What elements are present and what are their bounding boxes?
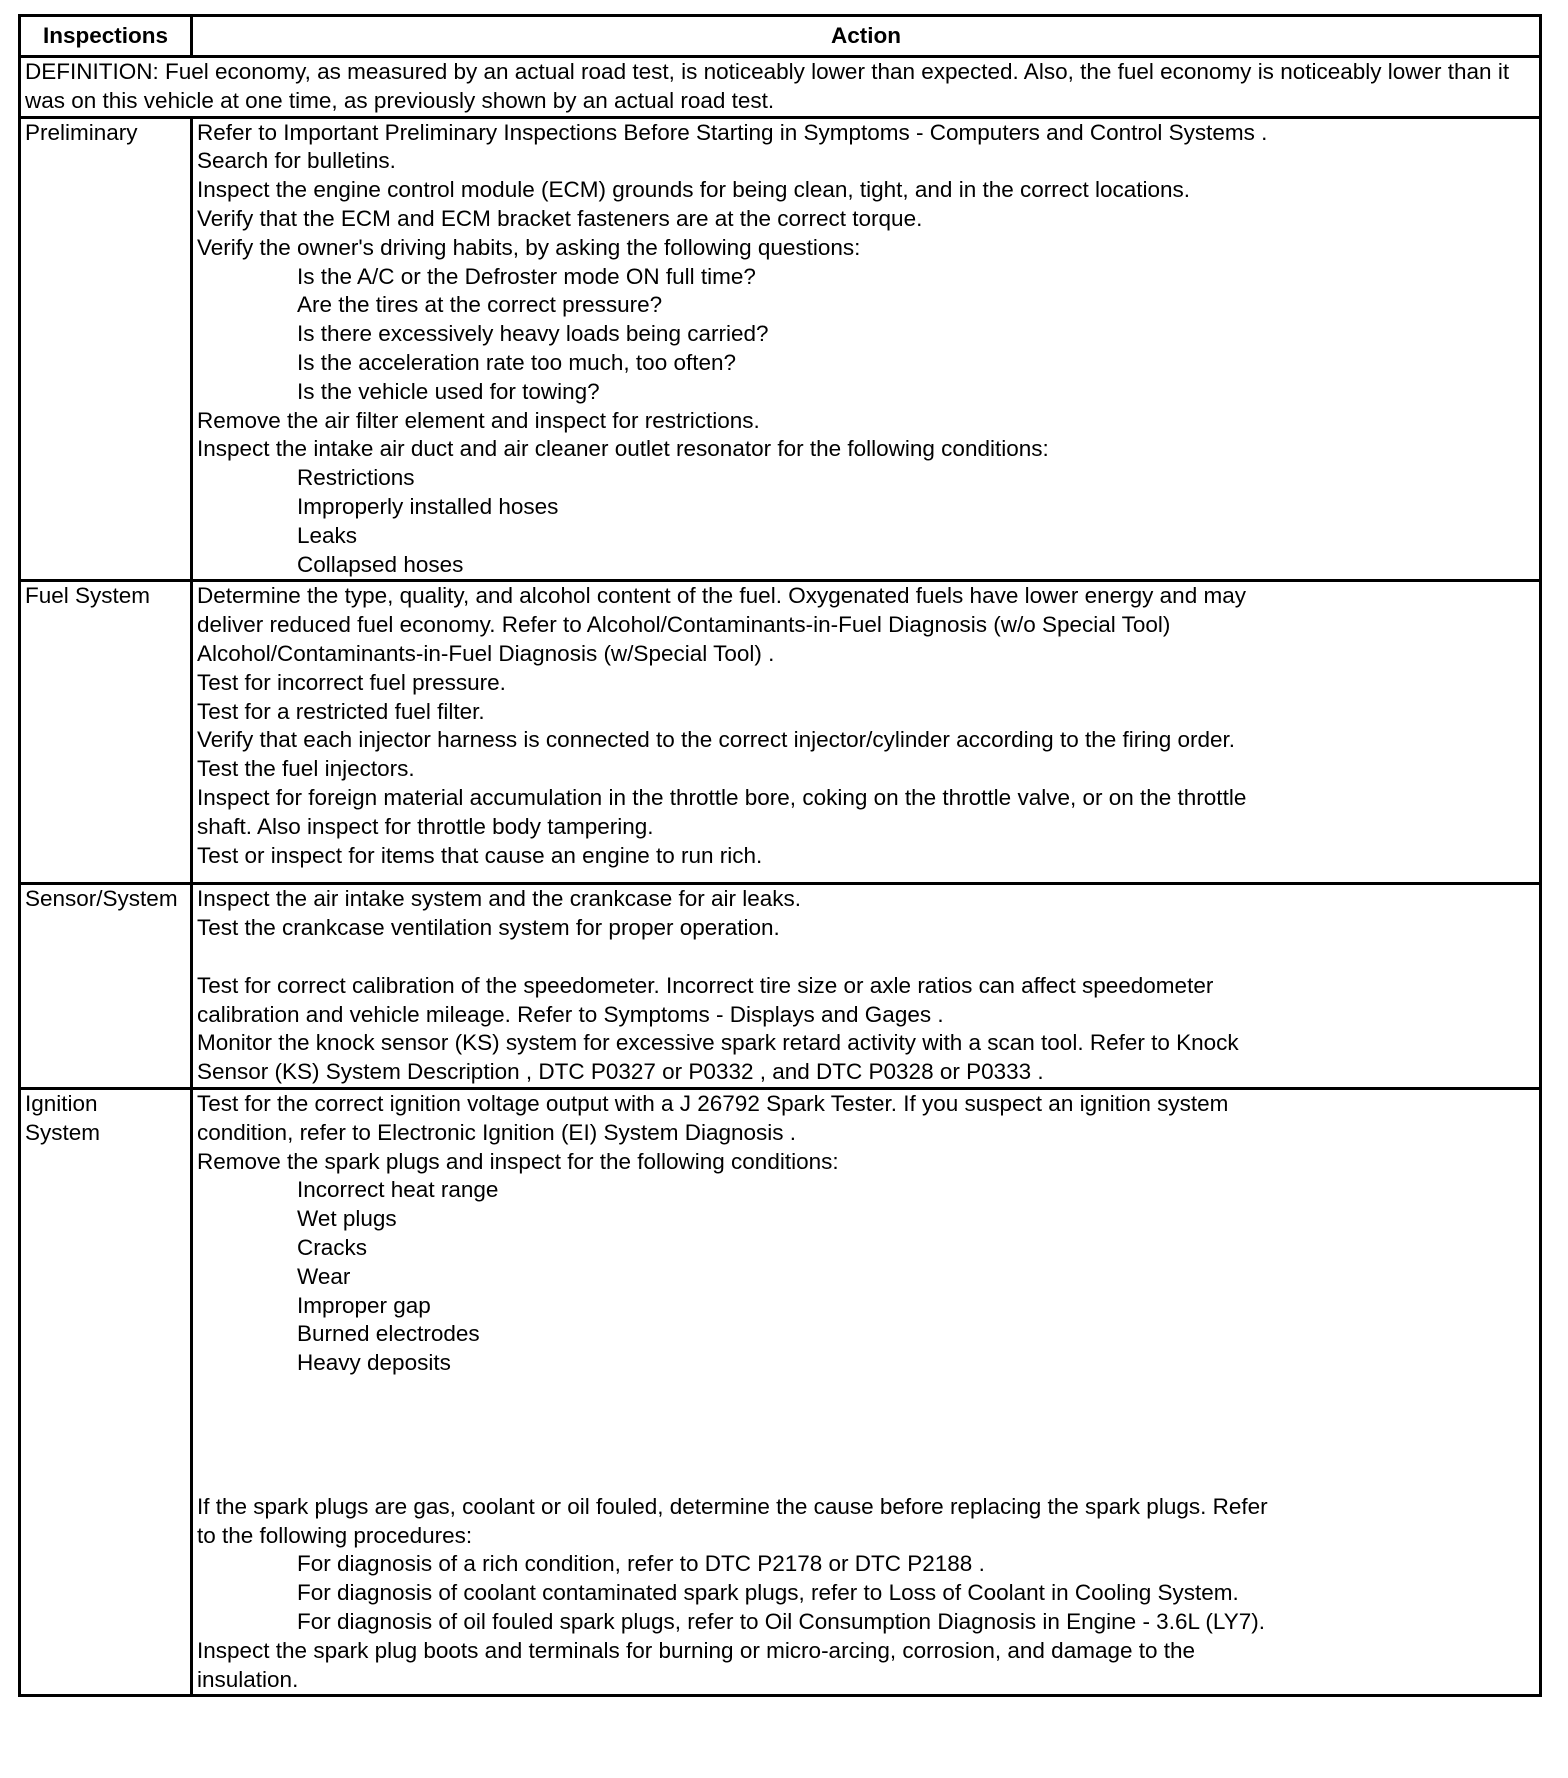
sub-item: For diagnosis of oil fouled spark plugs, refer to Oil Consumption Diagnosis in Engine - 3.6L (LY7).	[297, 1609, 1265, 1635]
action-line: Search for bulletins.	[197, 148, 396, 174]
table-row-fuel-system	[20, 581, 1541, 884]
sub-item: Burned electrodes	[297, 1321, 480, 1347]
action-line: Test the fuel injectors.	[197, 756, 415, 782]
blank-line	[197, 943, 1535, 972]
sub-item: Cracks	[297, 1234, 368, 1260]
row-label-line: System	[25, 1119, 101, 1145]
sub-item: For diagnosis of a rich condition, refer to DTC P2178 or DTC P2188 .	[297, 1551, 985, 1577]
action-line: Inspect the air intake system and the crankcase for air leaks.	[197, 886, 802, 912]
sub-item: Is the acceleration rate too much, too often?	[297, 349, 737, 375]
sub-item: Are the tires at the correct pressure?	[297, 292, 663, 318]
definition-row	[20, 57, 1541, 118]
action-cell-preliminary	[192, 117, 1541, 581]
fuel-economy-diagnosis-table	[18, 14, 1542, 1697]
definition-text: DEFINITION: Fuel economy, as measured by an actual road test, is noticeably lower than expected. Also, the fuel economy is noticeably lower than it was on this vehicle at one time, as previously shown by an actual road test.	[20, 57, 1541, 118]
action-line: Refer to Important Preliminary Inspections Before Starting in Symptoms - Computers and Control Systems .	[197, 119, 1268, 145]
header-action: Action	[192, 16, 1541, 57]
action-line: Determine the type, quality, and alcohol content of the fuel. Oxygenated fuels have lower energy and may	[197, 583, 1246, 609]
table-row-preliminary	[20, 117, 1541, 581]
sub-item: Is the vehicle used for towing?	[297, 378, 600, 404]
action-line: Sensor (KS) System Description , DTC P0327 or P0332 , and DTC P0328 or P0333 .	[197, 1059, 1044, 1085]
action-line: Monitor the knock sensor (KS) system for excessive spark retard activity with a scan tool. Refer to Knock	[197, 1030, 1239, 1056]
sub-item: Is the A/C or the Defroster mode ON full time?	[297, 263, 756, 289]
row-label-fuel-system: Fuel System	[20, 581, 192, 884]
action-line: to the following procedures:	[197, 1522, 473, 1548]
action-line: Test the crankcase ventilation system for proper operation.	[197, 915, 780, 941]
row-label-line: Ignition	[25, 1090, 98, 1116]
action-line: Remove the air filter element and inspect for restrictions.	[197, 407, 760, 433]
action-line: Test or inspect for items that cause an engine to run rich.	[197, 842, 763, 868]
row-label-preliminary: Preliminary	[20, 117, 192, 581]
action-line: insulation.	[197, 1666, 299, 1692]
sub-item: Heavy deposits	[297, 1350, 451, 1376]
action-line: Inspect the intake air duct and air cleaner outlet resonator for the following conditions:	[197, 436, 1049, 462]
action-line: Alcohol/Contaminants-in-Fuel Diagnosis (w/Special Tool) .	[197, 640, 775, 666]
sub-item: Is there excessively heavy loads being carried?	[297, 321, 769, 347]
sub-item: Incorrect heat range	[297, 1177, 499, 1203]
action-line: shaft. Also inspect for throttle body tampering.	[197, 813, 654, 839]
action-line: Test for incorrect fuel pressure.	[197, 669, 506, 695]
action-line: Verify the owner's driving habits, by asking the following questions:	[197, 234, 861, 260]
action-line: Remove the spark plugs and inspect for the following conditions:	[197, 1148, 839, 1174]
action-cell-ignition-system	[192, 1088, 1541, 1696]
action-line: Test for correct calibration of the speedometer. Incorrect tire size or axle ratios can affect speedometer	[197, 972, 1214, 998]
row-label-sensor-system: Sensor/System	[20, 884, 192, 1089]
sub-item: Wet plugs	[297, 1206, 397, 1232]
action-line: calibration and vehicle mileage. Refer to Symptoms - Displays and Gages .	[197, 1001, 944, 1027]
action-line: Verify that the ECM and ECM bracket fasteners are at the correct torque.	[197, 205, 923, 231]
action-line: Inspect the spark plug boots and terminals for burning or micro-arcing, corrosion, and damage to the	[197, 1637, 1196, 1663]
row-label-ignition-system	[20, 1088, 192, 1696]
action-cell-fuel-system	[192, 581, 1541, 884]
sub-item: Improperly installed hoses	[297, 493, 559, 519]
action-line: Inspect for foreign material accumulation in the throttle bore, coking on the throttle valve, or on the throttle	[197, 784, 1247, 810]
action-line: Test for the correct ignition voltage output with a J 26792 Spark Tester. If you suspect an ignition system	[197, 1090, 1229, 1116]
action-line: If the spark plugs are gas, coolant or oil fouled, determine the cause before replacing the spark plugs. Refer	[197, 1493, 1268, 1519]
sub-item: Wear	[297, 1263, 351, 1289]
sub-item: Collapsed hoses	[297, 551, 464, 577]
action-line: Verify that each injector harness is connected to the correct injector/cylinder according to the firing order.	[197, 727, 1236, 753]
table-header-row	[20, 16, 1541, 57]
blank-gap	[197, 1378, 1535, 1493]
header-inspections: Inspections	[20, 16, 192, 57]
sub-item: Improper gap	[297, 1292, 431, 1318]
table-row-ignition-system	[20, 1088, 1541, 1696]
table-row-sensor-system	[20, 884, 1541, 1089]
sub-item: For diagnosis of coolant contaminated spark plugs, refer to Loss of Coolant in Cooling System.	[297, 1580, 1239, 1606]
action-line: deliver reduced fuel economy. Refer to Alcohol/Contaminants-in-Fuel Diagnosis (w/o Special Tool)	[197, 612, 1171, 638]
sub-item: Restrictions	[297, 465, 415, 491]
action-cell-sensor-system	[192, 884, 1541, 1089]
action-line: Inspect the engine control module (ECM) grounds for being clean, tight, and in the correct locations.	[197, 177, 1191, 203]
sub-item: Leaks	[297, 522, 358, 548]
action-line: Test for a restricted fuel filter.	[197, 698, 485, 724]
action-line: condition, refer to Electronic Ignition (EI) System Diagnosis .	[197, 1119, 797, 1145]
